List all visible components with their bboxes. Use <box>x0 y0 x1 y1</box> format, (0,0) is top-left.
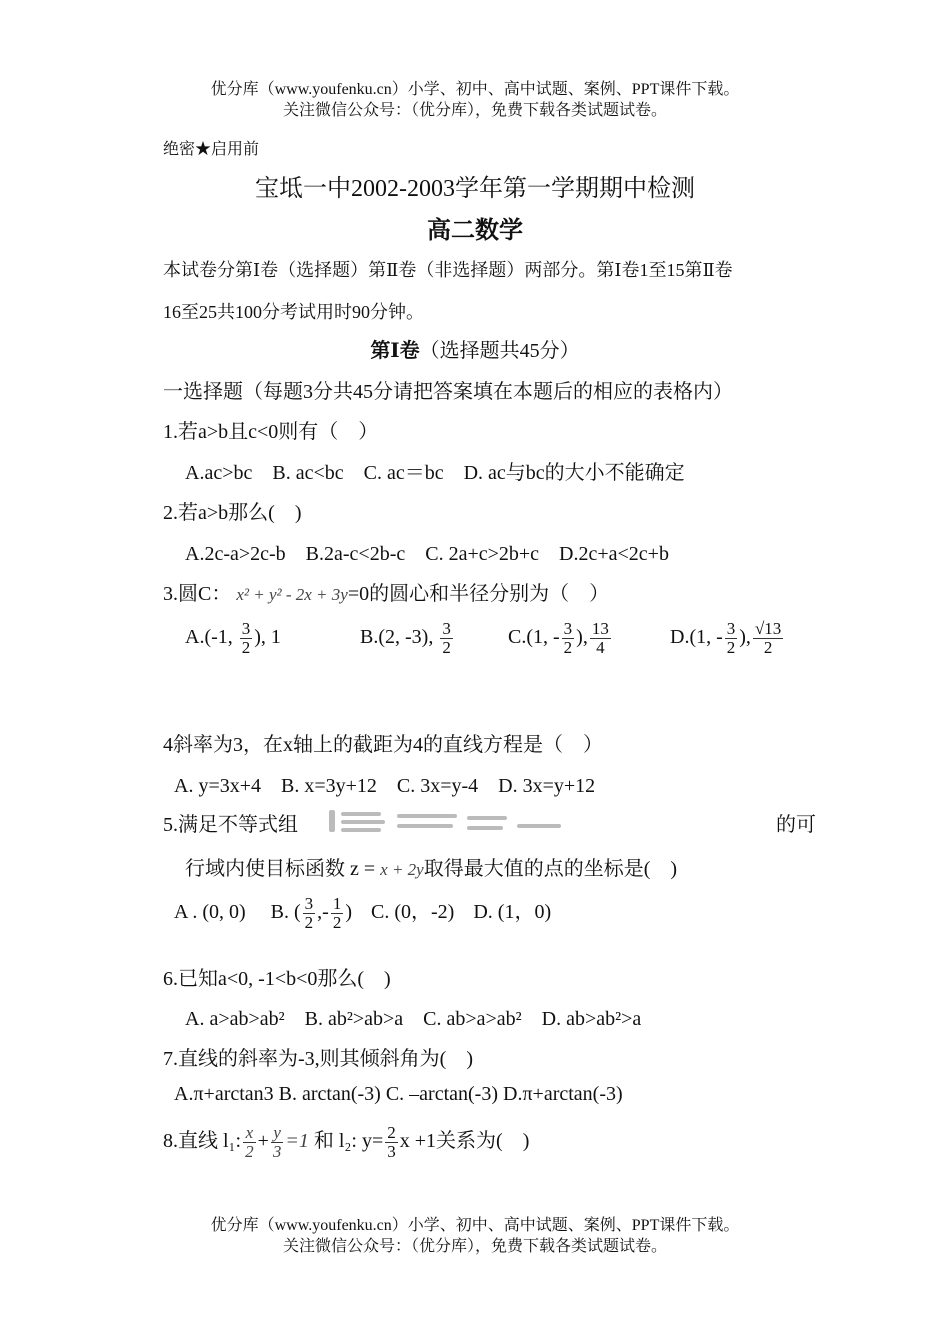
q4-stem: 4斜率为3，在x轴上的截距为4的直线方程是（ ） <box>163 734 603 756</box>
q3-prefix: 3.圆C： <box>163 583 232 605</box>
q5-line2b: 取得最大值的点的坐标是( ) <box>423 858 678 880</box>
section-heading: 一选择题（每题3分共45分请把答案填在本题后的相应的表格内） <box>163 381 733 403</box>
q8-eq: =1 <box>285 1130 309 1152</box>
q5-b-post: ) <box>345 901 353 923</box>
q3-option-a <box>185 620 281 657</box>
q1-stem: 1.若a>b且c<0则有（ ） <box>163 421 379 443</box>
q3-d-frac1 <box>725 620 738 657</box>
q2-stem: 2.若a>b那么( ) <box>163 502 302 524</box>
q8-stem <box>163 1124 529 1161</box>
q8-frac1 <box>243 1124 256 1161</box>
q5-line2a: 行域内使目标函数 z = <box>185 858 376 880</box>
header-line-2: 关注微信公众号：（优分库），免费下载各类试题试卷。 <box>282 102 667 119</box>
footer-line-1: 优分库（www.youfenku.cn）小学、初中、高中试题、案例、PPT课件下载。 <box>210 1217 740 1234</box>
q8-f3-num: 2 <box>387 1123 396 1143</box>
q5-b-den2: 2 <box>332 912 342 932</box>
q8-f2-den: 3 <box>272 1141 282 1161</box>
q3-b-label: B.(2, -3), <box>360 625 434 648</box>
q5-b-frac1 <box>303 895 316 932</box>
part1-bold: 第Ⅰ卷 <box>370 340 420 362</box>
q8-prefix: 8.直线 l₁: <box>163 1130 242 1152</box>
q3-a-num: 3 <box>241 619 251 638</box>
footer-line-2: 关注微信公众号：（优分库），免费下载各类试题试卷。 <box>282 1238 667 1255</box>
q5-b-frac2 <box>331 895 344 932</box>
q5-option-c: C. (0，-2) <box>371 901 455 923</box>
q7-options: A.π+arctan3 B. arctan(-3) C. –arctan(-3) D.π+arctan(-3) <box>174 1083 623 1105</box>
q3-c-num2: 13 <box>591 619 609 638</box>
q5-inequality-image <box>327 806 567 836</box>
exam-title: 宝坻一中2002-2003学年第一学期期中检测 <box>255 176 695 202</box>
q8-f1-num: x <box>243 1124 256 1143</box>
q3-suffix: =0的圆心和半径分别为（ ） <box>347 583 610 605</box>
q5-options <box>174 895 551 932</box>
q4-options: A. y=3x+4 B. x=3y+12 C. 3x=y-4 D. 3x=y+12 <box>174 775 596 797</box>
q5-line-2 <box>185 852 677 881</box>
q3-c-frac1 <box>562 620 575 657</box>
q3-option-d <box>670 620 785 657</box>
q3-equation: x² + y² - 2x + 3y <box>236 585 348 604</box>
q5-stem: 5.满足不等式组 <box>163 814 298 836</box>
q8-tail: x +1关系为( ) <box>399 1130 530 1152</box>
q6-options: A. a>ab>ab² B. ab²>ab>a C. ab>a>ab² D. ab>ab²>a <box>185 1008 642 1030</box>
q3-c-mid: ), <box>576 625 588 648</box>
q3-d-frac2 <box>753 620 783 657</box>
q8-f2-num: y <box>271 1124 284 1143</box>
intro-line-2: 16至25共100分考试用时90分钟。 <box>163 302 424 322</box>
q3-d-label: D.(1, - <box>670 625 723 648</box>
q3-d-den: 2 <box>726 637 736 657</box>
q5-option-b-pre: B. ( <box>270 901 301 923</box>
q3-c-den: 2 <box>563 637 573 657</box>
q6-stem: 6.已知a<0, -1<b<0那么( ) <box>163 968 391 990</box>
q5-stem-end: 的可 <box>776 814 816 836</box>
q3-d-den2: 2 <box>763 637 773 657</box>
q5-option-d: D. (1，0) <box>473 901 552 923</box>
q3-option-b <box>360 620 455 657</box>
q3-b-num: 3 <box>442 619 451 638</box>
q3-stem <box>163 577 609 606</box>
q8-mid: 和 l₂: y= <box>313 1130 384 1152</box>
q1-options: A.ac>bc B. ac<bc C. ac＝bc D. ac与bc的大小不能确定 <box>185 462 685 484</box>
header-line-1: 优分库（www.youfenku.cn）小学、初中、高中试题、案例、PPT课件下载。 <box>210 81 740 98</box>
q3-d-num2: √13 <box>754 619 782 638</box>
secret-label: 绝密★启用前 <box>163 141 260 158</box>
q5-b-num2: 1 <box>332 894 342 914</box>
intro-line-1: 本试卷分第Ⅰ卷（选择题）第Ⅱ卷（非选择题）两部分。第Ⅰ卷1至15第Ⅱ卷 <box>163 260 733 280</box>
q3-a-frac <box>240 620 253 657</box>
q3-b-den: 2 <box>442 637 451 657</box>
q3-d-num: 3 <box>726 619 736 638</box>
q5-b-den1: 2 <box>304 912 314 932</box>
q8-frac2 <box>271 1124 284 1161</box>
q3-a-label: A.(-1, <box>185 625 233 648</box>
q3-a-tail: ), 1 <box>254 625 281 648</box>
q7-stem: 7.直线的斜率为-3,则其倾斜角为( ) <box>163 1048 473 1070</box>
q5-expr: x + 2y <box>380 860 424 879</box>
q5-b-num1: 3 <box>304 894 314 914</box>
q3-d-mid: ), <box>739 625 751 648</box>
q3-c-frac2 <box>590 620 611 657</box>
q2-options: A.2c-a>2c-b B.2a-c<2b-c C. 2a+c>2b+c D.2c+a<2c+b <box>185 543 669 565</box>
q3-option-c <box>508 620 613 657</box>
q5-option-a: A . (0, 0) <box>174 901 246 923</box>
q3-c-label: C.(1, - <box>508 625 560 648</box>
part1-rest: （选择题共45分） <box>419 340 580 362</box>
q3-b-frac <box>440 620 453 657</box>
q5-b-mid: ,- <box>317 901 329 923</box>
q8-f1-den: 2 <box>245 1141 254 1161</box>
q8-frac3 <box>385 1124 398 1161</box>
part1-heading <box>0 334 950 363</box>
q8-f3-den: 3 <box>387 1141 396 1161</box>
q3-c-num: 3 <box>563 619 573 638</box>
q3-c-den2: 4 <box>596 637 605 657</box>
q3-a-den: 2 <box>241 637 251 657</box>
q8-plus: + <box>257 1130 269 1152</box>
exam-subject: 高二数学 <box>427 218 523 244</box>
